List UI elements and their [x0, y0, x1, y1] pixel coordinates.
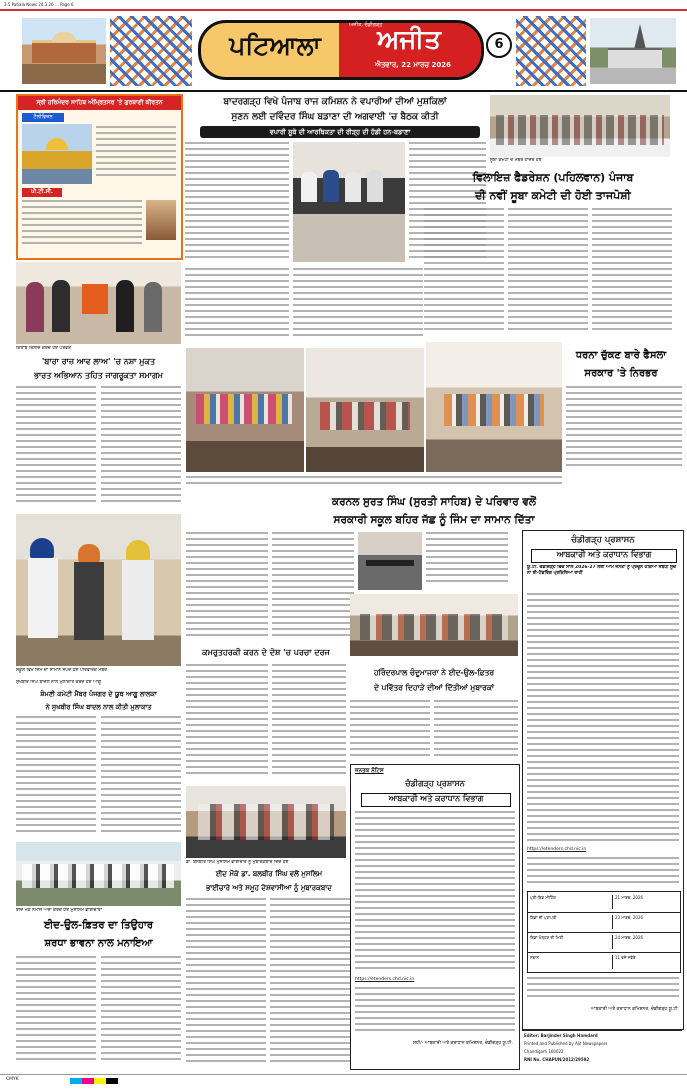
page-number: 6: [486, 32, 512, 58]
gym-headline-2: ਸਰਕਾਰੀ ਸਕੂਲ ਬਹਿਰ ਜੱਛ ਨੂੰ ਜਿੰਮ ਦਾ ਸਾਮਾਨ ਦਿੱਤਾ: [333, 514, 535, 526]
eid-headline-2: ਸ਼ਰਧਾ ਭਾਵਨਾ ਨਾਲ ਮਨਾਇਆ: [44, 938, 153, 949]
promo-text-2: [22, 200, 142, 254]
table-row: [528, 892, 680, 913]
book-body-col2: [101, 386, 181, 510]
table-cell-value: 24 ਮਾਰਚ, 2026: [612, 935, 681, 949]
table-cell-label: ਬਿਡਾਂ ਦੀ ਪ੍ਰਾਪਤੀ: [530, 915, 557, 920]
promo-label2: ਪੀ.ਟੀ.ਸੀ.: [22, 188, 62, 197]
school-event-caption: [350, 658, 518, 664]
colophon-line2: Printed and Published by Ajit Newspapers: [524, 1041, 608, 1046]
notice-big-table: [527, 891, 681, 973]
book-headline-2: ਭਾਰਤ ਅਭਿਆਨ ਤਹਿਤ ਜਾਗਰੂਕਤਾ ਸਮਾਗਮ: [34, 371, 163, 380]
gym-headline-1: ਕਰਨਲ ਸੁਰਤ ਸਿੰਘ (ਸੁਰਤੀ ਸਾਹਿਬ) ਦੇ ਪਰਿਵਾਰ ਵਲੋਂ: [331, 496, 537, 508]
notice-small-url[interactable]: https://etenders.chd.nic.in: [355, 977, 415, 982]
balbir-headline-2: ਭਾਈਚਾਰੇ ਅਤੇ ਸਮੂਹ ਦੇਸ਼ਵਾਸੀਆਂ ਨੂੰ ਮੁਬਾਰਕਬਾਦ: [206, 884, 332, 892]
masthead: [0, 12, 687, 90]
badal-headline-1: ਸ਼ੋਮਣੀ ਕਮੇਟੀ ਮੈਂਬਰ ਪੰਜਗਰ ਦੇ ਯੂਥ ਆਗੂ ਲਾਲਕਾ: [40, 690, 157, 698]
colophon-line1: Editor: Barjinder Singh Hamdard: [524, 1033, 598, 1038]
top-rule: [0, 9, 687, 11]
masthead-title-pill: [198, 20, 484, 80]
gym-body-col1: [186, 532, 268, 642]
cmyk-swatches: [70, 1078, 118, 1084]
promo-text: [96, 126, 176, 184]
eid-photo: [16, 842, 181, 906]
table-cell-label: ਸਥਾਨ: [530, 955, 539, 960]
eid-body-col1: [16, 956, 96, 1068]
table-cell-value: 11 ਵਜੇ ਸਵੇਰੇ: [612, 955, 681, 969]
lead-body-lower-2: [185, 268, 289, 344]
colophon-line4: RNI No. CHAPUN/2012/29592: [524, 1057, 590, 1062]
notice-small-sign: ਸਹੀ/- ਆਬਕਾਰੀ ਅਤੇ ਕਰਾਧਾਨ ਕਮਿਸ਼ਨਰ, ਚੰਡੀਗੜ੍ਹ ਯੂ.ਟੀ.: [413, 1041, 513, 1046]
golden-temple-photo: [22, 124, 92, 184]
eid-caption: ਈਦ ਮੌਕੇ ਨਮਾਜ਼ ਅਦਾ ਕਰਦੇ ਹੋਏ ਮੁਸਲਿਮ ਭਾਈਚਾਰਾ: [16, 908, 102, 913]
bottom-strip: CMYK: [6, 1077, 19, 1082]
promo-badge: ਟੈਲੀਵਿਜ਼ਨ: [22, 113, 64, 122]
notice-big-title-2: ਆਬਕਾਰੀ ਅਤੇ ਕਰਾਧਾਨ ਵਿਭਾਗ: [531, 549, 677, 563]
federation-body-col2: [508, 208, 588, 336]
notice-big-body-3: [527, 977, 679, 1001]
table-cell-value: 23 ਮਾਰਚ, 2026: [612, 915, 681, 929]
protest-headline-2: ਸਰਕਾਰ 'ਤੇ ਨਿਰਭਰ: [584, 368, 658, 379]
lead-headline-1: ਬਾਦਰਗੜ੍ਹ ਵਿਖੇ ਪੰਜਾਬ ਰਾਜ ਕਮਿਸ਼ਨ ਨੇ ਵਪਾਰੀਆਂ ਦੀਆਂ ਮੁਸ਼ਕਿਲਾਂ: [223, 97, 447, 107]
badal-body-col2: [101, 716, 181, 838]
fraud-headline: ਕਮਰੁਤਹਰਕੀ ਕਰਨ ਦੇ ਦੋਸ਼ 'ਚ ਪਰਚਾ ਦਰਜ: [202, 648, 330, 657]
gym-body-col3: [426, 532, 508, 590]
protest-body: [566, 386, 682, 472]
table-cell-label: ਬਿਡਾਂ ਖੋਲ੍ਹਣ ਦੀ ਮਿਤੀ: [530, 935, 564, 940]
eid-body-col2: [101, 956, 181, 1068]
federation-caption: ਸੂਬਾ ਕਮੇਟੀ ਦੇ ਮੈਂਬਰ ਹਾਜ਼ਰ ਹੋਏ: [490, 158, 542, 163]
table-row: [528, 932, 680, 953]
lead-headline-2: ਸੁਣਨ ਲਈ ਦਵਿੰਦਰ ਸਿੰਘ ਬਡਾਣਾ ਦੀ ਅਗਵਾਈ 'ਚ ਬੈਠਕ ਕੀਤੀ: [231, 112, 439, 122]
promo-small-photo: [146, 200, 176, 240]
colophon: [522, 1030, 682, 1071]
event-photo-2: [306, 348, 424, 472]
notice-big-title-1: ਚੰਡੀਗੜ੍ਹ ਪ੍ਰਸ਼ਾਸਨ: [571, 535, 635, 545]
balbir-photo: [186, 786, 346, 858]
middle-body-strip: [186, 476, 562, 490]
gym-body-col2: [272, 532, 354, 642]
masthead-photo-right: [590, 18, 676, 84]
chandumajra-headline-1: ਹਰਿੰਦਰਪਾਲ ਚੰਦੂਮਾਜਰਾ ਨੇ ਈਦ-ਉਲ-ਫ਼ਿਤਰ: [373, 668, 495, 677]
protest-headline-1: ਧਰਨਾ ਚੁੱਕਣ ਬਾਰੇ ਫੈਸਲਾ: [575, 350, 667, 361]
balbir-body-col1: [186, 898, 266, 1068]
notice-big-body-2: [527, 857, 679, 887]
phulkari-pattern-right: [516, 16, 586, 86]
masthead-title-left: ਪਟਿਆਲਾ: [229, 31, 321, 60]
lead-photo: [293, 142, 405, 262]
notice-big-footer: ਆਬਕਾਰੀ ਅਤੇ ਕਰਾਧਾਨ ਕਮਿਸ਼ਨਰ, ਚੰਡੀਗੜ੍ਹ ਯੂ.ਟੀ.: [590, 1007, 679, 1012]
notice-small-body-2: [355, 987, 515, 1037]
balbir-headline-1: ਈਦ ਮੌਕੇ ਡਾ. ਬਲਬੀਰ ਸਿੰਘ ਵਲੋਂ ਮੁਸਲਿਮ: [215, 870, 323, 878]
book-headline-1: 'ਬਾਰਾ ਰਾਜ਼ ਆਵ ਲਾਅ' 'ਚ ਨਸ਼ਾ ਮੁਕਤ: [41, 357, 156, 366]
lead-subhead: ਵਪਾਰੀ ਸੂਬੇ ਦੀ ਆਰਥਿਕਤਾ ਦੀ ਰੀੜ੍ਹ ਦੀ ਹੱਡੀ ਹਨ-ਬਡਾਣਾ: [200, 126, 480, 138]
notice-big-url[interactable]: https://etenders.chd.nic.in: [527, 847, 587, 852]
federation-body-col1: [424, 208, 504, 336]
table-row: [528, 912, 680, 933]
notice-small-title-2: ਆਬਕਾਰੀ ਅਤੇ ਕਰਾਧਾਨ ਵਿਭਾਗ: [361, 793, 511, 807]
event-photo-1: [186, 348, 304, 472]
book-release-photo: [16, 262, 181, 344]
eid-headline-1: ਈਦ-ਉਲ-ਫ਼ਿਤਰ ਦਾ ਤਿਉਹਾਰ: [43, 920, 154, 931]
chandumajra-body-col1: [350, 700, 430, 760]
table-cell-label: ਪ੍ਰੀ-ਬਿਡ ਮੀਟਿੰਗ: [530, 895, 556, 900]
notice-small-body: [355, 811, 515, 971]
notice-small: [350, 764, 520, 1070]
badal-body-col1: [16, 716, 96, 838]
notice-small-title-1: ਚੰਡੀਗੜ੍ਹ ਪ੍ਰਸ਼ਾਸਨ: [405, 779, 465, 788]
balbir-body-col2: [270, 898, 350, 1068]
gym-photo: [16, 514, 181, 666]
balbir-caption: ਡਾ. ਬਲਬੀਰ ਸਿੰਘ ਮੁਸਲਿਮ ਭਾਈਚਾਰੇ ਨੂੰ ਮੁਬਾਰਕਬਾਦ ਦਿੰਦੇ ਹੋਏ: [186, 860, 289, 865]
notice-small-label: ਜਨਤਕ ਨੋਟਿਸ: [355, 768, 384, 774]
colophon-line3: Chandigarh 160022: [524, 1049, 564, 1054]
table-row: [528, 952, 680, 972]
notice-big-intro: ਯੂ.ਟੀ. ਚੰਡੀਗੜ੍ਹ ਵਿਚ ਸਾਲ 2026-27 ਲਈ ਆਮ ਜਨਤਾ ਨੂੰ ਪ੍ਰਚੂਨ ਠੇਕਿਆਂ ਸਬੰਧੀ ਸੂਚਨਾ ਈ-ਟੈਂਡਰਿੰਗ ਪ੍ਰਕਿਰਿਆ ਰਾਹੀਂ: [527, 565, 677, 577]
federation-photo: [490, 95, 670, 157]
book-caption: ਕਿਤਾਬ ਰਿਲੀਜ਼ ਕਰਦੇ ਹੋਏ ਪਤਵੰਤੇ: [16, 346, 71, 351]
promo-box: [16, 94, 183, 260]
badal-headline-2: ਨੇ ਸੁਖਬੀਰ ਸਿੰਘ ਬਾਦਲ ਨਾਲ ਕੀਤੀ ਮੁਲਾਕਾਤ: [45, 703, 152, 711]
fraud-body-col2: [272, 664, 346, 782]
chandumajra-headline-2: ਦੇ ਪਵਿੱਤਰ ਦਿਹਾੜੇ ਦੀਆਂ ਦਿੱਤੀਆਂ ਮੁਬਾਰਕਾਂ: [373, 683, 495, 692]
federation-headline-1: ਵਿਲਾਇਜ਼ ਫੈਡਰੇਸ਼ਨ (ਪਹਿਲਵਾਨ) ਪੰਜਾਬ: [472, 171, 634, 184]
masthead-edition: ਅਜੀਤ, ਚੰਡੀਗੜ੍ਹ: [349, 22, 383, 28]
lead-body-col1: [185, 142, 289, 260]
masthead-title-right: ਅਜੀਤ: [377, 25, 441, 55]
school-event-photo: [350, 594, 518, 656]
fraud-body-col1: [186, 664, 268, 782]
badal-caption: ਸੁਖਬੀਰ ਸਿੰਘ ਬਾਦਲ ਨਾਲ ਮੁਲਾਕਾਤ ਕਰਦੇ ਹੋਏ ਆਗੂ: [16, 680, 102, 685]
book-body-col1: [16, 386, 96, 510]
notice-big-body: [527, 593, 679, 843]
lead-body-lower: [293, 268, 423, 344]
bottom-rule: [0, 1074, 687, 1075]
print-slug: 3.5 Patiala News 24.3.26 ... Page 6: [4, 2, 74, 7]
notice-big-frame: [522, 530, 684, 1030]
chandumajra-body-col2: [434, 700, 518, 760]
federation-headline-2: ਦੀ ਨਵੀਂ ਸੂਬਾ ਕਮੇਟੀ ਦੀ ਹੋਈ ਤਾਜਪੋਸ਼ੀ: [475, 189, 631, 202]
masthead-rule: [0, 90, 687, 92]
masthead-photo-left: [22, 18, 106, 84]
federation-body-col3: [592, 208, 672, 336]
table-cell-value: 21 ਮਾਰਚ, 2026: [612, 895, 681, 909]
phulkari-pattern-left: [110, 16, 192, 86]
event-photo-3: [426, 342, 562, 472]
gym-equipment-photo: [358, 532, 422, 590]
gym-photo-caption: ਸਕੂਲ ਵਿਖੇ ਜਿੰਮ ਦਾ ਸਾਮਾਨ ਸੌਂਪਦੇ ਹੋਏ ਪਰਿਵਾਰਕ ਮੈਂਬਰ: [16, 668, 107, 673]
promo-banner: ਸ੍ਰੀ ਹਰਿਮੰਦਰ ਸਾਹਿਬ ਅੰਮ੍ਰਿਤਸਰ 'ਤੇ ਗੁਰਬਾਣੀ ਕੀਰਤਨ: [18, 96, 181, 110]
masthead-date: ਐਤਵਾਰ, 22 ਮਾਰਚ 2026: [374, 61, 452, 69]
